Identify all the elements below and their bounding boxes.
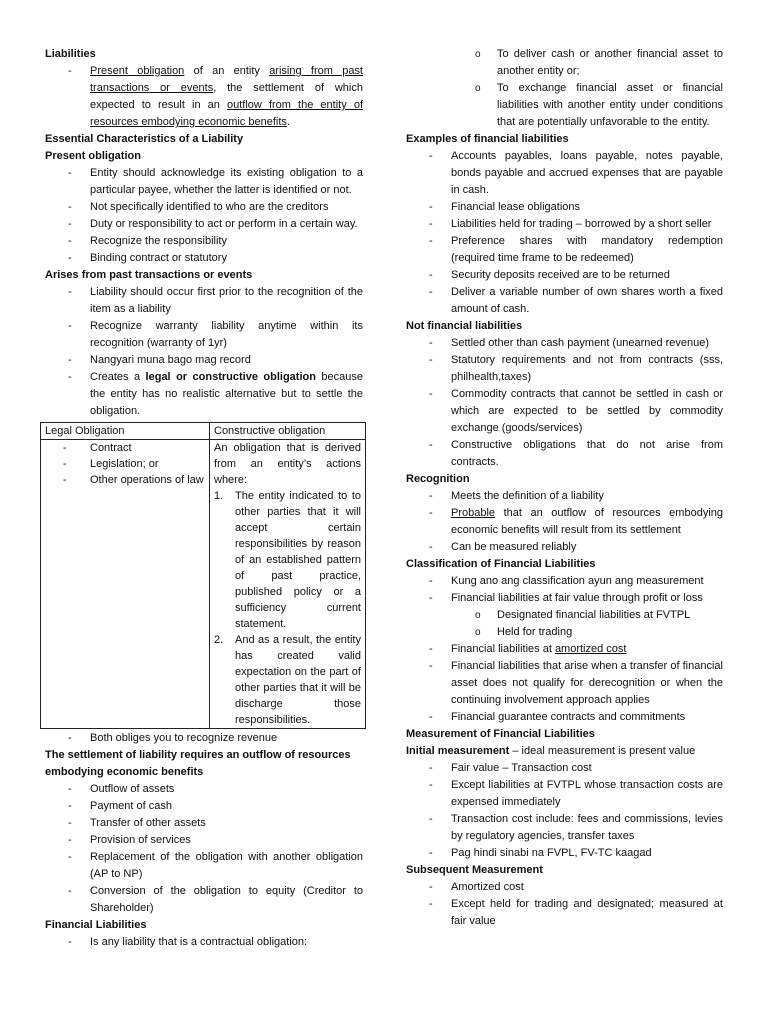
list-item: - Conversion of the obligation to equity (Creditor to Shareholder): [45, 883, 363, 917]
examples-heading: Examples of financial liabilities: [406, 133, 569, 145]
subsequent-measurement-heading: Subsequent Measurement: [406, 864, 543, 876]
list-item: - Financial liabilities at amortized cost: [406, 641, 723, 658]
list-item: - Binding contract or statutory: [45, 250, 363, 267]
not-financial-heading: Not financial liabilities: [406, 320, 523, 332]
list-item: - Preference shares with mandatory redemption (required time frame to be redeemed): [406, 233, 723, 267]
examples-list: [406, 148, 723, 318]
list-item: - Recognize warranty liability anytime within its recognition (warranty of 1yr): [45, 318, 363, 352]
list-item: - Other operations of law: [45, 472, 205, 488]
present-obligation-list: [45, 165, 363, 267]
classification-list: [406, 573, 723, 726]
financial-liabilities-heading: Financial Liabilities: [45, 919, 147, 931]
list-item: - Liabilities held for trading – borrowed by a short seller: [406, 216, 723, 233]
list-item: - Financial lease obligations: [406, 199, 723, 216]
legal-obligation-header: Legal Obligation: [41, 423, 210, 440]
list-item: - Kung ano ang classification ayun ang measurement: [406, 573, 723, 590]
sub-list-item: o Designated financial liabilities at FVTPL: [406, 607, 723, 624]
list-item: - Is any liability that is a contractual obligation:: [45, 934, 363, 951]
list-item: - Except held for trading and designated; measured at fair value: [406, 896, 723, 930]
list-item: - Security deposits received are to be returned: [406, 267, 723, 284]
list-item: - Statutory requirements and not from contracts (sss, philhealth,taxes): [406, 352, 723, 386]
contractual-obligation-sublist: [406, 46, 723, 131]
definition-part: Present obligation: [90, 65, 185, 77]
list-item: - Both obliges you to recognize revenue: [45, 730, 363, 747]
list-item: - Legislation; or: [45, 456, 205, 472]
settlement-list: [45, 781, 363, 917]
initial-measurement-list: [406, 760, 723, 862]
list-item: - Recognize the responsibility: [45, 233, 363, 250]
list-item: - Meets the definition of a liability: [406, 488, 723, 505]
list-item: - Fair value – Transaction cost: [406, 760, 723, 777]
essential-heading: Essential Characteristics of a Liability: [45, 133, 244, 145]
liabilities-definition: - Present obligation of an entity arising from past transactions or events, the settlement of which expected to result in an outflow from the entity of resources embodying economic benefits.: [45, 63, 363, 131]
list-item: - Deliver a variable number of own shares worth a fixed amount of cash.: [406, 284, 723, 318]
recognition-list: [406, 488, 723, 556]
list-item: - Financial guarantee contracts and commitments: [406, 709, 723, 726]
present-obligation-heading: Present obligation: [45, 150, 141, 162]
list-item: - Pag hindi sinabi na FVPL, FV-TC kaagad: [406, 845, 723, 862]
obligation-table: [40, 422, 366, 729]
list-item: - Except liabilities at FVTPL whose transaction costs are expensed immediately: [406, 777, 723, 811]
constructive-obligation-header: Constructive obligation: [210, 423, 366, 440]
settlement-heading: The settlement of liability requires an outflow of resources embodying economic benefits: [45, 749, 351, 778]
arises-heading: Arises from past transactions or events: [45, 269, 253, 281]
list-item: - Entity should acknowledge its existing obligation to a particular payee, whether the latter is identified or not.: [45, 165, 363, 199]
list-item: - Replacement of the obligation with another obligation (AP to NP): [45, 849, 363, 883]
list-item: - Creates a legal or constructive obligation because the entity has no realistic alternative but to settle the obligation.: [45, 369, 363, 420]
sub-list-item: o Held for trading: [406, 624, 723, 641]
sub-list-item: o To exchange financial asset or financial liabilities with another entity under conditions that are potentially unfavorable to the entity.: [406, 80, 723, 131]
list-item: - Liability should occur first prior to the recognition of the item as a liability: [45, 284, 363, 318]
left-column: [45, 46, 363, 951]
list-item: - Provision of services: [45, 832, 363, 849]
list-item: - Financial liabilities that arise when a transfer of financial asset does not qualify for derecognition or when the continuing involvement approach applies: [406, 658, 723, 709]
measurement-heading: Measurement of Financial Liabilities: [406, 728, 595, 740]
liabilities-heading: Liabilities: [45, 48, 96, 60]
recognition-heading: Recognition: [406, 473, 470, 485]
subsequent-measurement-list: [406, 879, 723, 930]
list-item: - Nangyari muna bago mag record: [45, 352, 363, 369]
classification-heading: Classification of Financial Liabilities: [406, 558, 596, 570]
numbered-item: 1. The entity indicated to to other parties that it will accept certain responsibilities by reason of an established pattern of past practice, published policy or a sufficiency current statement.: [214, 490, 361, 630]
list-item: - Amortized cost: [406, 879, 723, 896]
list-item: - Accounts payables, loans payable, notes payable, bonds payable and accrued expenses that are payable in cash.: [406, 148, 723, 199]
list-item: - Not specifically identified to who are the creditors: [45, 199, 363, 216]
legal-obligation-cell: [41, 440, 210, 729]
list-item: - Settled other than cash payment (unearned revenue): [406, 335, 723, 352]
not-financial-list: [406, 335, 723, 471]
list-item: - Probable that an outflow of resources embodying economic benefits will result from its settlement: [406, 505, 723, 539]
numbered-item: 2. And as a result, the entity has created valid expectation on the part of other parties that it will be discharge those responsibilities.: [214, 634, 361, 726]
list-item: - Contract: [45, 440, 205, 456]
constructive-intro: An obligation that is derived from an entity’s actions where:: [214, 442, 361, 486]
list-item: - Financial liabilities at fair value through profit or loss: [406, 590, 723, 607]
list-item: - Transaction cost include: fees and commissions, levies by regulatory agencies, transfer taxes: [406, 811, 723, 845]
arises-list: [45, 284, 363, 420]
list-item: - Outflow of assets: [45, 781, 363, 798]
list-item: - Commodity contracts that cannot be settled in cash or which are expected to be settled by commodity exchange (goods/services): [406, 386, 723, 437]
list-item: - Constructive obligations that do not arise from contracts.: [406, 437, 723, 471]
constructive-obligation-cell: [210, 440, 366, 729]
list-item: - Can be measured reliably: [406, 539, 723, 556]
right-column: [406, 46, 723, 930]
list-item: - Transfer of other assets: [45, 815, 363, 832]
initial-measurement-line: Initial measurement – ideal measurement is present value: [406, 745, 696, 757]
list-item: - Payment of cash: [45, 798, 363, 815]
sub-list-item: o To deliver cash or another financial asset to another entity or;: [406, 46, 723, 80]
list-item: - Duty or responsibility to act or perform in a certain way.: [45, 216, 363, 233]
